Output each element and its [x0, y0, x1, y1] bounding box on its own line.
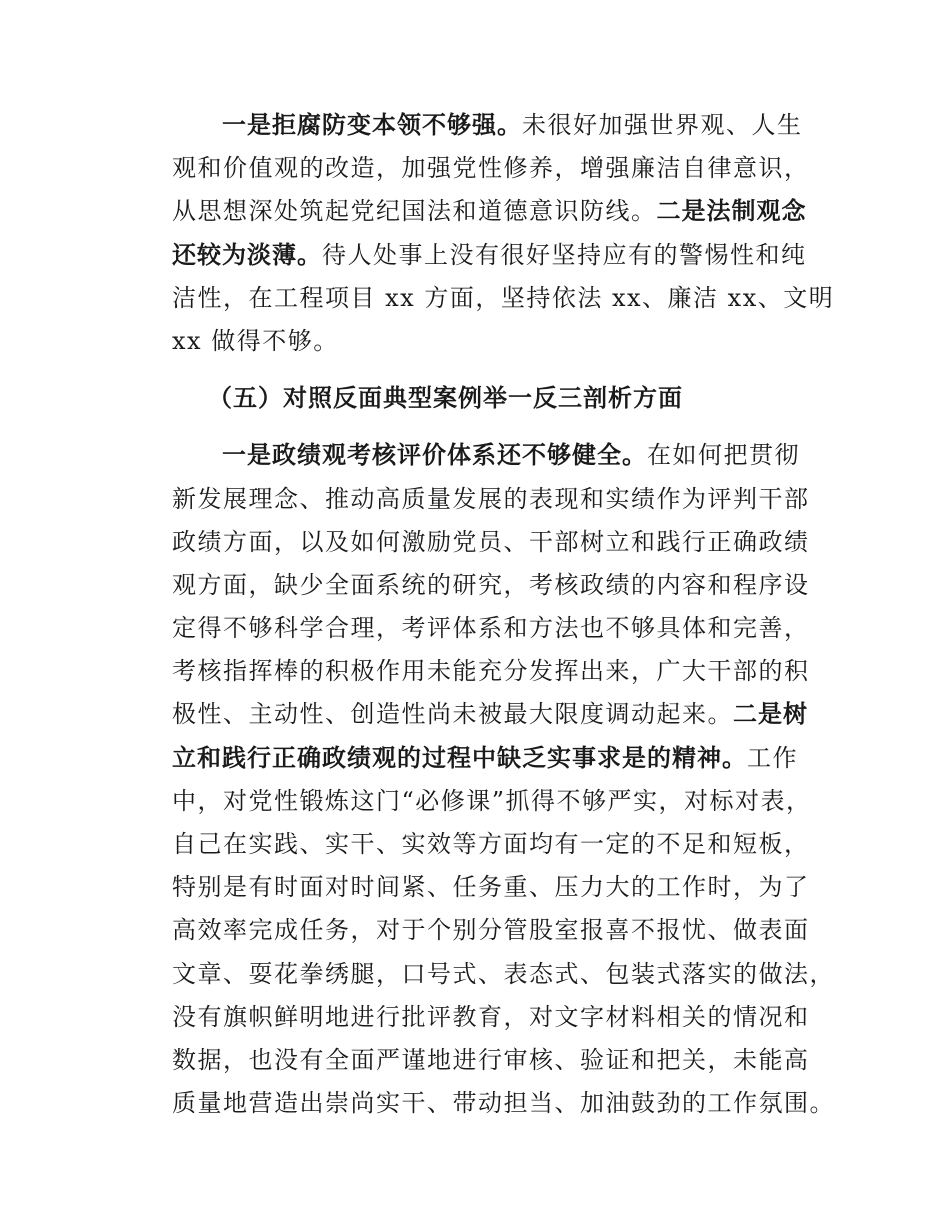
- paragraph-line: [172, 737, 808, 780]
- paragraph-line: [172, 909, 808, 952]
- body-text: 政绩方面，以及如何激励党员、干部树立和践行正确政绩: [172, 527, 810, 556]
- paragraph-line: [172, 277, 835, 320]
- body-text: 在如何把贯彻: [647, 441, 800, 470]
- body-text: 特别是有时面对时间紧、任务重、压力大的工作时，为了: [172, 873, 810, 902]
- paragraph-line: [172, 650, 808, 693]
- body-text: 考核指挥棒的积极作用未能充分发挥出来，广大干部的积: [172, 657, 810, 686]
- paragraph-line: [172, 607, 808, 650]
- body-text: 待人处事上没有很好坚持应有的警惕性和纯: [322, 240, 807, 269]
- bold-lead-text: 一是拒腐防变本领不够强。: [222, 111, 522, 139]
- body-text: 极性、主动性、创造性尚未被最大限度调动起来。: [172, 700, 733, 729]
- paragraph-line: [172, 1039, 808, 1082]
- body-text: 观方面，缺少全面系统的研究，考核政绩的内容和程序设: [172, 570, 810, 599]
- body-text: 定得不够科学合理，考评体系和方法也不够具体和完善，: [172, 614, 810, 643]
- paragraph-line: [172, 104, 808, 147]
- body-text: 文章、耍花拳绣腿，口号式、表态式、包装式落实的做法，: [172, 959, 835, 988]
- body-text: 未很好加强世界观、人生: [522, 111, 803, 139]
- bold-lead-text: 二是树: [733, 700, 808, 729]
- paragraph-line: [172, 234, 808, 277]
- paragraph-line: [172, 823, 808, 866]
- paragraph-line: [172, 1082, 835, 1125]
- paragraph-line: [172, 434, 808, 477]
- document-body: [172, 104, 835, 1125]
- body-text: 数据，也没有全面严谨地进行审核、验证和把关，未能高: [172, 1045, 810, 1074]
- body-text: 自己在实践、实干、实效等方面均有一定的不足和短板，: [172, 830, 810, 858]
- bold-lead-text: 立和践行正确政绩观的过程中缺乏实事求是的精神。: [172, 743, 747, 772]
- body-text: 没有旗帜鲜明地进行批评教育，对文字材料相关的情况和: [172, 1002, 810, 1031]
- body-text: 洁性，在工程项目 xx 方面，坚持依法 xx、廉洁 xx、文明: [172, 283, 835, 312]
- paragraph-line: [172, 564, 808, 607]
- paragraph-line: [172, 478, 808, 521]
- body-text: 观和价值观的改造，加强党性修养，增强廉洁自律意识，: [172, 154, 810, 183]
- paragraph-line: [172, 693, 808, 736]
- section-heading: （五）对照反面典型案例举一反三剖析方面: [208, 384, 683, 413]
- body-text: xx 做得不够。: [172, 326, 339, 355]
- bold-lead-text: 一是政绩观考核评价体系还不够健全。: [222, 441, 647, 470]
- bold-lead-text: 还较为淡薄。: [172, 240, 322, 269]
- body-text: 质量地营造出崇尚实干、带动担当、加油鼓劲的工作氛围。: [172, 1089, 835, 1118]
- body-text: 中，对党性锻炼这门“必修课”抓得不够严实，对标对表，: [172, 786, 812, 815]
- paragraph-line: [172, 147, 808, 190]
- body-text: 从思想深处筑起党纪国法和道德意识防线。: [172, 197, 657, 226]
- paragraph-line: [172, 780, 812, 823]
- paragraph-line: [172, 521, 808, 564]
- bold-lead-text: 二是法制观念: [656, 197, 807, 226]
- paragraph-line: [172, 953, 835, 996]
- paragraph-line: [172, 320, 808, 363]
- body-text: 工作: [747, 743, 798, 772]
- paragraph-line: [172, 190, 808, 233]
- paragraph-line: [172, 996, 808, 1039]
- body-text: 高效率完成任务，对于个别分管股室报喜不报忧、做表面: [172, 916, 810, 945]
- body-text: 新发展理念、推动高质量发展的表现和实绩作为评判干部: [172, 484, 810, 513]
- paragraph-line: [172, 866, 808, 909]
